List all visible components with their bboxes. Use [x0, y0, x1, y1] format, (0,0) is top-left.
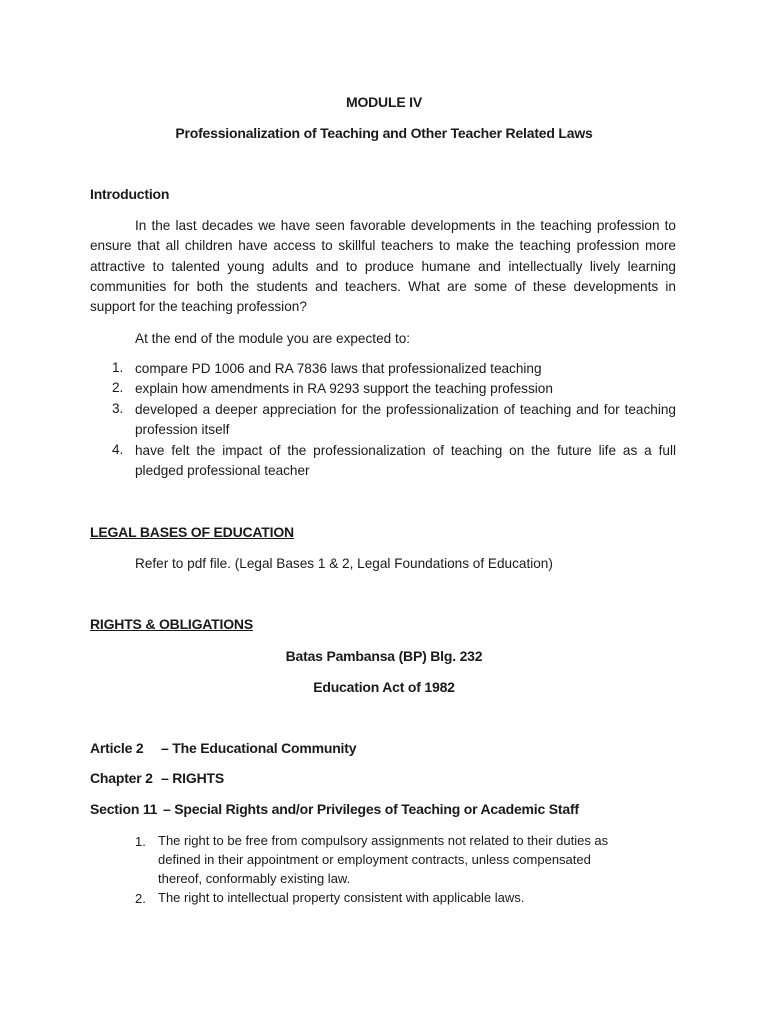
intro-line-2: ensure that all children have access to skillful teachers to make the teaching profession more [90, 238, 676, 253]
rights-item: The right to be free from compulsory assignments not related to their duties as [158, 833, 609, 848]
module-subtitle: Professionalization of Teaching and Other Teacher Related Laws [175, 125, 593, 141]
law-name: Batas Pambansa (BP) Blg. 232 [285, 648, 483, 664]
section-text: – Special Rights and/or Privileges of Teaching or Academic Staff [163, 801, 579, 817]
legal-bases-text: Refer to pdf file. (Legal Bases 1 & 2, Legal Foundations of Education) [135, 556, 553, 571]
introduction-heading: Introduction [90, 186, 170, 202]
intro-line-3: attractive to talented young adults and to produce humane and intellectually lively learning [90, 259, 676, 274]
rights-item-number: 2. [135, 891, 146, 906]
expectation-text: At the end of the module you are expected to: [135, 331, 411, 346]
module-title: MODULE IV [346, 94, 422, 110]
chapter-label: Chapter 2 [90, 770, 153, 786]
rights-item-continued: defined in their appointment or employment contracts, unless compensated [158, 852, 591, 867]
rights-item: The right to intellectual property consistent with applicable laws. [158, 890, 525, 905]
rights-heading: RIGHTS & OBLIGATIONS [90, 616, 253, 632]
article-label: Article 2 [90, 740, 144, 756]
objective-item: compare PD 1006 and RA 7836 laws that professionalized teaching [135, 361, 542, 376]
intro-line-5: support for the teaching profession? [90, 299, 307, 314]
article-text: – The Educational Community [161, 740, 357, 756]
objective-item: have felt the impact of the professionalization of teaching on the future life as a full [135, 443, 676, 458]
objective-number: 3. [112, 401, 124, 416]
section-label: Section 11 [90, 801, 158, 817]
intro-line-4: communities for both the students and teachers. What are some of these developments in [90, 279, 676, 294]
objective-number: 1. [112, 360, 124, 375]
objective-item: developed a deeper appreciation for the professionalization of teaching and for teaching [135, 402, 676, 417]
chapter-text: – RIGHTS [161, 770, 224, 786]
objective-item-continued: profession itself [135, 422, 230, 437]
objective-number: 4. [112, 442, 124, 457]
legal-bases-heading: LEGAL BASES OF EDUCATION [90, 524, 294, 540]
intro-line-1: In the last decades we have seen favorable developments in the teaching profession to [135, 218, 676, 233]
objective-item-continued: pledged professional teacher [135, 463, 310, 478]
objective-item: explain how amendments in RA 9293 support the teaching profession [135, 381, 553, 396]
law-title: Education Act of 1982 [313, 679, 455, 695]
rights-item-number: 1. [135, 834, 146, 849]
rights-item-continued: thereof, conformably existing law. [158, 871, 351, 886]
objective-number: 2. [112, 380, 124, 395]
